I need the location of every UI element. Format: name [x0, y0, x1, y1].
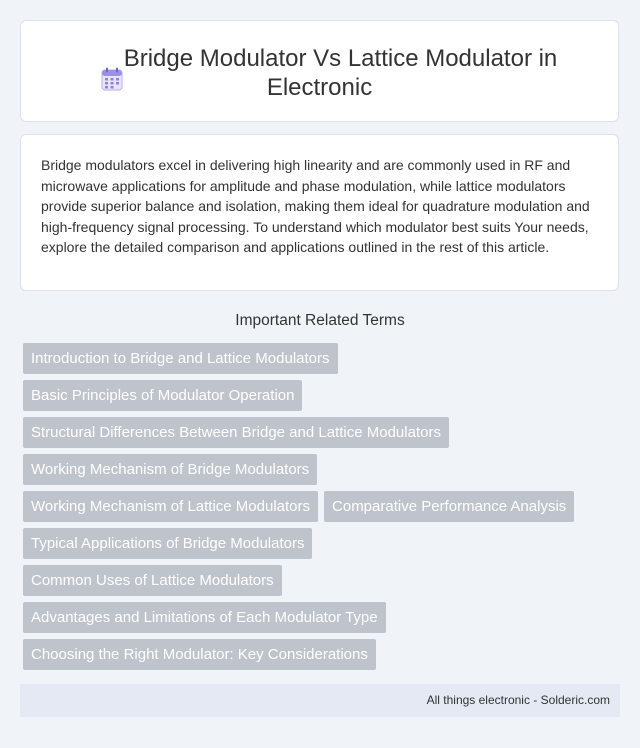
- page-title-line2: Electronic: [266, 74, 373, 101]
- footer-credit: All things electronic - Solderic.com: [426, 693, 610, 707]
- footer: [20, 684, 620, 717]
- term-tag[interactable]: Introduction to Bridge and Lattice Modulators: [23, 343, 338, 374]
- term-tag[interactable]: Working Mechanism of Lattice Modulators: [23, 491, 318, 522]
- term-tag[interactable]: Structural Differences Between Bridge and Lattice Modulators: [23, 417, 449, 448]
- description-card: [20, 134, 619, 291]
- term-tag[interactable]: Typical Applications of Bridge Modulators: [23, 528, 312, 559]
- page-title-line1: Bridge Modulator Vs Lattice Modulator in: [123, 45, 558, 72]
- term-tag[interactable]: Comparative Performance Analysis: [324, 491, 574, 522]
- term-tag[interactable]: Advantages and Limitations of Each Modulator Type: [23, 602, 386, 633]
- term-tag[interactable]: Choosing the Right Modulator: Key Considerations: [23, 639, 376, 670]
- term-tag[interactable]: Common Uses of Lattice Modulators: [23, 565, 282, 596]
- related-terms-list: [23, 343, 623, 676]
- term-tag[interactable]: Basic Principles of Modulator Operation: [23, 380, 302, 411]
- related-terms-heading: Important Related Terms: [235, 312, 405, 329]
- title-card: [20, 20, 619, 122]
- description-text: Bridge modulators excel in delivering high linearity and are commonly used in RF and microwave applications for amplitude and phase modulation, while lattice modulators provide superior balance and isolation, making them ideal for quadrature modulation and high-frequency signal processing. To understand which modulator best suits Your needs, explore the detailed comparison and applications outlined in the rest of this article.: [41, 157, 590, 255]
- term-tag[interactable]: Working Mechanism of Bridge Modulators: [23, 454, 317, 485]
